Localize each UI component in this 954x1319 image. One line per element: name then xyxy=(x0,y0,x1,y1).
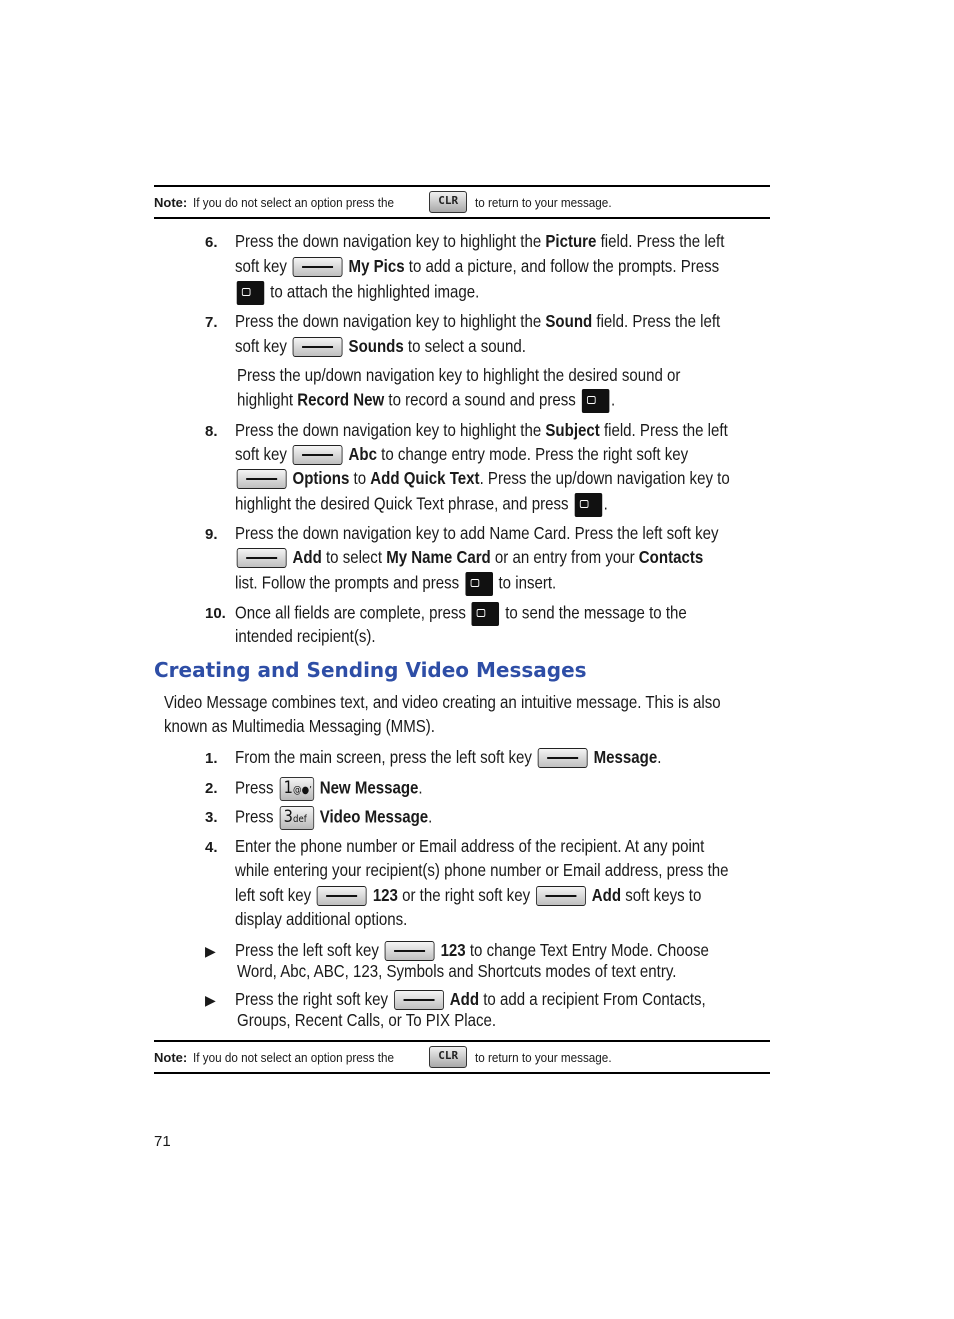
text-line xyxy=(235,420,728,441)
ok-key-icon xyxy=(582,389,610,413)
note-text-after: to return to your message. xyxy=(475,194,612,210)
text-run: field. Press the left xyxy=(592,311,721,331)
text-line xyxy=(235,989,706,1010)
text-run: Groups, Recent Calls, or To PIX Place. xyxy=(237,1010,497,1030)
text-run: to add a recipient From Contacts, xyxy=(479,989,706,1009)
key-3-icon: 3def xyxy=(279,806,313,830)
step-number: 3. xyxy=(205,809,218,826)
text-line xyxy=(235,336,526,357)
text-run: soft key xyxy=(235,256,292,276)
text-run: Press the left soft key xyxy=(235,940,384,960)
page-number: 71 xyxy=(154,1133,171,1150)
bold-term: Record New xyxy=(297,389,385,410)
text-run: Press xyxy=(235,777,278,798)
clr-key-icon: CLR xyxy=(429,191,467,213)
text-run: Press the down navigation key to highlight the xyxy=(235,231,546,251)
text-run: highlight xyxy=(237,389,298,410)
text-run: or an entry from your xyxy=(490,547,639,567)
ok-key-icon xyxy=(237,281,265,305)
bold-term: Message xyxy=(593,747,658,767)
bold-term: Video Message xyxy=(319,806,429,827)
text-line xyxy=(235,885,701,906)
step-number: 8. xyxy=(205,423,218,440)
text-run: soft key xyxy=(235,336,292,356)
text-run: Enter the phone number or Email address of the recipient. At any point xyxy=(235,836,705,856)
text-line xyxy=(237,389,615,413)
text-run: . xyxy=(657,747,662,767)
text-line xyxy=(235,256,719,277)
ok-key-icon xyxy=(472,602,500,626)
clr-key-icon: CLR xyxy=(429,1046,467,1068)
bold-term: Add Quick Text xyxy=(370,468,480,488)
step-number: 1. xyxy=(205,750,218,767)
bold-term: My Pics xyxy=(348,256,405,276)
text-run: highlight the desired Quick Text phrase, and press xyxy=(235,493,573,514)
text-line xyxy=(235,468,730,489)
soft-key-icon xyxy=(317,886,367,906)
text-run: Press xyxy=(235,806,278,827)
text-line xyxy=(237,961,676,982)
text-run: Press the down navigation key to highlight the xyxy=(235,311,546,331)
soft-key-icon xyxy=(237,469,287,489)
text-run: . xyxy=(428,806,433,827)
section-heading: Creating and Sending Video Messages xyxy=(154,658,587,682)
text-run: or the right soft key xyxy=(397,885,535,905)
text-line xyxy=(235,747,661,768)
intro-line: known as Multimedia Messaging (MMS). xyxy=(164,716,435,736)
text-run: to xyxy=(349,468,371,488)
bullet-arrow-icon: ▶ xyxy=(205,943,216,959)
text-line xyxy=(235,626,376,647)
text-run: . Press the up/down navigation key to xyxy=(479,468,730,488)
note-text-before: If you do not select an option press the xyxy=(193,194,395,210)
text-line xyxy=(235,602,687,626)
text-line xyxy=(237,1010,496,1031)
bold-term: My Name Card xyxy=(386,547,491,567)
soft-key-icon xyxy=(385,941,435,961)
text-run: to change Text Entry Mode. Choose xyxy=(465,940,709,960)
text-run: to select xyxy=(321,547,387,567)
bold-term: Picture xyxy=(545,231,597,251)
text-line xyxy=(235,940,709,961)
soft-key-icon xyxy=(538,748,588,768)
ok-key-icon xyxy=(574,493,602,517)
bullet-arrow-icon: ▶ xyxy=(205,992,216,1008)
bold-term: Add xyxy=(292,547,322,567)
text-run: to add a picture, and follow the prompts. Press xyxy=(404,256,720,276)
text-line xyxy=(235,444,688,465)
bold-term: Subject xyxy=(545,420,600,440)
text-line xyxy=(235,909,407,930)
text-line xyxy=(235,281,479,305)
text-run: to change entry mode. Press the right soft key xyxy=(376,444,689,464)
text-run: to select a sound. xyxy=(403,336,526,356)
text-run: display additional options. xyxy=(235,909,408,929)
text-line xyxy=(235,836,704,857)
text-run: while entering your recipient(s) phone number or Email address, press the xyxy=(235,860,729,880)
note-text-after: to return to your message. xyxy=(475,1049,612,1065)
text-line xyxy=(235,311,720,332)
text-run: left soft key xyxy=(235,885,316,905)
text-run: soft key xyxy=(235,444,292,464)
text-run: soft keys to xyxy=(621,885,702,905)
text-run: field. Press the left xyxy=(599,420,728,440)
soft-key-icon xyxy=(536,886,586,906)
bold-term: Add xyxy=(449,989,480,1009)
soft-key-icon xyxy=(293,445,343,465)
bold-term: 123 xyxy=(440,940,466,960)
note-bottom xyxy=(154,1040,770,1074)
text-run: to insert. xyxy=(494,572,557,593)
step-number: 6. xyxy=(205,234,218,251)
step-number: 10. xyxy=(205,605,226,622)
text-line xyxy=(235,806,432,830)
text-line xyxy=(235,777,423,801)
bold-term: Sound xyxy=(545,311,593,331)
text-run: . xyxy=(610,389,616,410)
text-run: Press the down navigation key to highlight the xyxy=(235,420,546,440)
step-number: 4. xyxy=(205,839,218,856)
text-run: Press the up/down navigation key to highlight the desired sound or xyxy=(237,365,681,385)
text-line xyxy=(235,547,703,568)
bold-term: New Message xyxy=(319,777,419,798)
text-run: . xyxy=(418,777,423,798)
text-line xyxy=(235,231,724,252)
text-run: From the main screen, press the left soft key xyxy=(235,747,537,767)
text-line xyxy=(235,523,719,544)
text-line xyxy=(235,572,556,596)
bold-term: Sounds xyxy=(348,336,404,356)
text-run: to attach the highlighted image. xyxy=(265,281,480,302)
text-run: intended recipient(s). xyxy=(235,626,376,646)
step-number: 9. xyxy=(205,526,218,543)
text-run: to record a sound and press xyxy=(384,389,581,410)
bold-term: Options xyxy=(292,468,350,488)
bold-term: 123 xyxy=(372,885,398,905)
key-1-icon: 1@●’ xyxy=(279,777,313,801)
bold-term: Abc xyxy=(348,444,377,464)
text-run: . xyxy=(603,493,608,514)
intro-line: Video Message combines text, and video creating an intuitive message. This is also xyxy=(164,692,721,712)
soft-key-icon xyxy=(293,257,343,277)
step-number: 2. xyxy=(205,780,218,797)
text-run: Once all fields are complete, press xyxy=(235,602,471,623)
text-line xyxy=(235,493,608,517)
text-run: Press the right soft key xyxy=(235,989,393,1009)
text-line xyxy=(235,860,729,881)
soft-key-icon xyxy=(394,990,444,1010)
note-top xyxy=(154,185,770,219)
text-run: Press the down navigation key to add Name Card. Press the left soft key xyxy=(235,523,719,543)
text-line xyxy=(237,365,680,386)
soft-key-icon xyxy=(293,337,343,357)
bold-term: Contacts xyxy=(638,547,704,567)
text-run: to send the message to the xyxy=(501,602,687,623)
note-label: Note: xyxy=(154,194,188,210)
text-run: field. Press the left xyxy=(596,231,725,251)
note-label: Note: xyxy=(154,1049,188,1065)
soft-key-icon xyxy=(237,548,287,568)
ok-key-icon xyxy=(465,572,493,596)
text-run: list. Follow the prompts and press xyxy=(235,572,464,593)
step-number: 7. xyxy=(205,314,218,331)
bold-term: Add xyxy=(591,885,622,905)
text-run: Word, Abc, ABC, 123, Symbols and Shortcuts modes of text entry. xyxy=(237,961,677,981)
note-text-before: If you do not select an option press the xyxy=(193,1049,395,1065)
